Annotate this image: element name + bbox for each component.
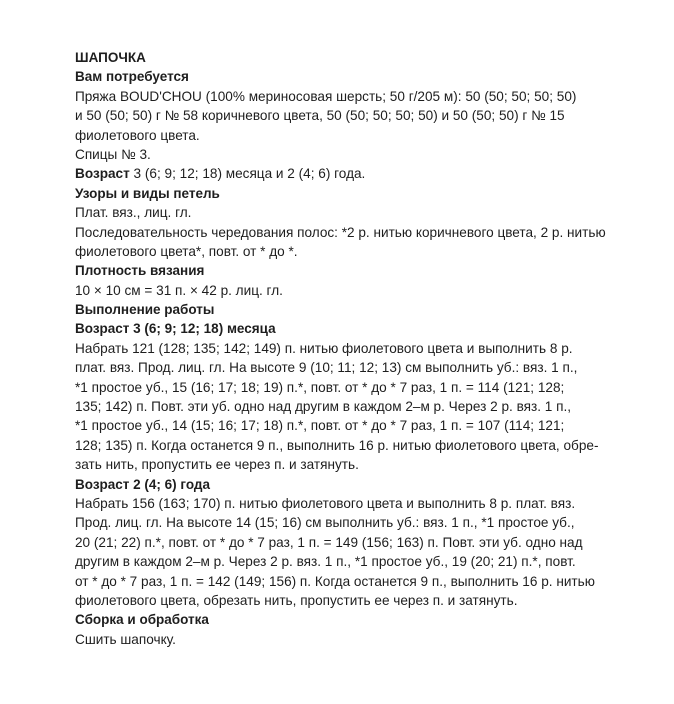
gauge-heading: Плотность вязания	[75, 263, 205, 279]
assembly-line: Сшить шапочку.	[75, 631, 176, 647]
instruction-line: другим в каждом 2–м р. Через 2 р. вяз. 1 п., *1 простое уб., 19 (20; 21) п.*, повт.	[75, 554, 576, 570]
assembly-heading: Сборка и обработка	[75, 612, 209, 628]
section-heading-infant: Возраст 3 (6; 9; 12; 18) месяца	[75, 321, 276, 337]
instruction-line: Прод. лиц. гл. На высоте 14 (15; 16) см выполнить уб.: вяз. 1 п., *1 простое уб.,	[75, 515, 575, 531]
materials-line: и 50 (50; 50) г № 58 коричневого цвета, 50 (50; 50; 50; 50) и 50 (50; 50) г № 15	[75, 108, 565, 124]
age-value: 3 (6; 9; 12; 18) месяца и 2 (4; 6) года.	[129, 166, 366, 182]
instruction-line: зать нить, пропустить ее через п. и затянуть.	[75, 457, 359, 473]
materials-line: фиолетового цвета.	[75, 127, 200, 143]
materials-heading: Вам потребуется	[75, 69, 189, 85]
instruction-line: 128; 135) п. Когда останется 9 п., выполнить 16 р. нитью фиолетового цвета, обре-	[75, 437, 599, 453]
patterns-line: Плат. вяз., лиц. гл.	[75, 205, 192, 221]
knitting-pattern-page	[75, 48, 655, 649]
patterns-line: Последовательность чередования полос: *2 р. нитью коричневого цвета, 2 р. нитью	[75, 224, 606, 240]
patterns-heading: Узоры и виды петель	[75, 185, 220, 201]
instruction-line: *1 простое уб., 14 (15; 16; 17; 18) п.*, повт. от * до * 7 раз, 1 п. = 107 (114; 121;	[75, 418, 565, 434]
instruction-line: Набрать 121 (128; 135; 142; 149) п. нитью фиолетового цвета и выполнить 8 р.	[75, 340, 573, 356]
instruction-line: фиолетового цвета, обрезать нить, пропустить ее через п. и затянуть.	[75, 592, 518, 608]
section-heading-child: Возраст 2 (4; 6) года	[75, 476, 211, 492]
age-line	[75, 164, 655, 183]
age-label: Возраст	[75, 166, 130, 182]
page-title: ШАПОЧКА	[75, 50, 146, 65]
gauge-line: 10 × 10 см = 31 п. × 42 р. лиц. гл.	[75, 282, 283, 298]
instruction-line: 135; 142) п. Повт. эти уб. одно над другим в каждом 2–м р. Через 2 р. вяз. 1 п.,	[75, 399, 572, 415]
instruction-line: 20 (21; 22) п.*, повт. от * до * 7 раз, 1 п. = 149 (156; 163) п. Повт. эти уб. одно над	[75, 534, 583, 550]
instruction-line: плат. вяз. Прод. лиц. гл. На высоте 9 (10; 11; 12; 13) см выполнить уб.: вяз. 1 п.,	[75, 360, 578, 376]
patterns-line: фиолетового цвета*, повт. от * до *.	[75, 243, 298, 259]
materials-line: Пряжа BOUD'CHOU (100% мериносовая шерсть; 50 г/205 м): 50 (50; 50; 50; 50)	[75, 88, 577, 104]
instruction-line: от * до * 7 раз, 1 п. = 142 (149; 156) п. Когда останется 9 п., выполнить 16 р. нитью	[75, 573, 595, 589]
materials-line: Спицы № 3.	[75, 146, 151, 162]
instruction-line: Набрать 156 (163; 170) п. нитью фиолетового цвета и выполнить 8 р. плат. вяз.	[75, 495, 576, 511]
instructions-heading: Выполнение работы	[75, 302, 215, 318]
instruction-line: *1 простое уб., 15 (16; 17; 18; 19) п.*, повт. от * до * 7 раз, 1 п. = 114 (121; 128;	[75, 379, 565, 395]
